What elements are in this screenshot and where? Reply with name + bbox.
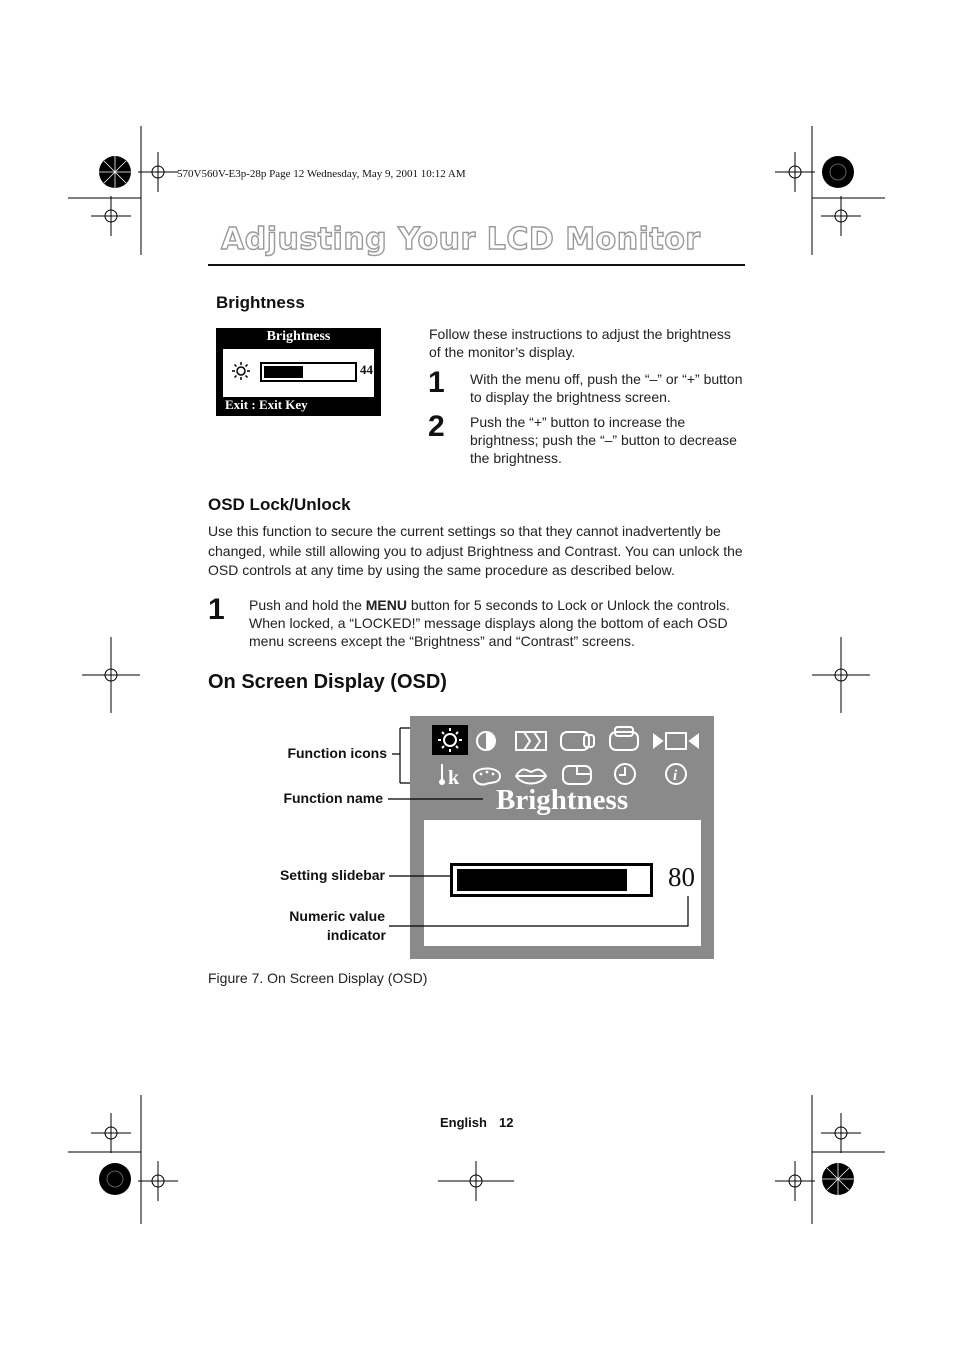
osd-exit-label: Exit : Exit Key bbox=[225, 397, 308, 412]
osd-lock-heading: OSD Lock/Unlock bbox=[208, 495, 351, 514]
osd-title: Brightness bbox=[266, 329, 331, 344]
brightness-heading: Brightness bbox=[216, 293, 305, 312]
file-info-header: 570V560V-E3p-28p Page 12 Wednesday, May 9, 2001 10:12 AM bbox=[177, 168, 466, 180]
step-number: 1 bbox=[208, 593, 225, 626]
callout-setting-slidebar: Setting slidebar bbox=[279, 867, 385, 883]
callout-numeric-value: Numeric value bbox=[289, 908, 385, 924]
brightness-intro: Follow these instructions to adjust the brightness of the monitor’s display. bbox=[429, 326, 731, 360]
osd-function-name: Brightness bbox=[496, 784, 629, 816]
footer-page-number: 12 bbox=[499, 1115, 514, 1130]
step-text: With the menu off, push the “–” or “+” button to display the brightness screen. bbox=[470, 371, 743, 405]
figure-caption: Figure 7. On Screen Display (OSD) bbox=[208, 970, 428, 986]
footer-language: English bbox=[440, 1115, 487, 1130]
brightness-value: 44 bbox=[360, 362, 373, 377]
callout-function-name: Function name bbox=[283, 790, 383, 806]
callout-numeric-value-indicator: indicator bbox=[326, 927, 386, 943]
step-number: 2 bbox=[428, 410, 445, 443]
step-text-before: Push and hold the bbox=[249, 597, 366, 613]
step-text-after: button for 5 seconds to Lock or Unlock the controls. When locked, a “LOCKED!” message displays along the bottom of each OSD menu screens except the “Brightness” and “Contrast” screens. bbox=[249, 597, 730, 649]
numeric-value-indicator: 80 bbox=[668, 862, 695, 892]
page-title: Adjusting Your LCD Monitor bbox=[221, 222, 701, 257]
step-text: Push the “+” button to increase the brightness; push the “–” button to decrease the brightness. bbox=[470, 414, 737, 466]
osd-heading: On Screen Display (OSD) bbox=[208, 671, 447, 693]
osd-lock-intro: Use this function to secure the current settings so that they cannot inadvertently be changed, while still allowing you to adjust Brightness and Contrast. You can unlock the OSD controls at any time by using the same procedure as described below. bbox=[208, 523, 743, 578]
step-number: 1 bbox=[428, 366, 445, 399]
menu-key-label: MENU bbox=[365, 597, 407, 613]
callout-function-icons: Function icons bbox=[287, 745, 387, 761]
svg-text:i: i bbox=[673, 768, 678, 784]
svg-text:k: k bbox=[448, 767, 460, 789]
